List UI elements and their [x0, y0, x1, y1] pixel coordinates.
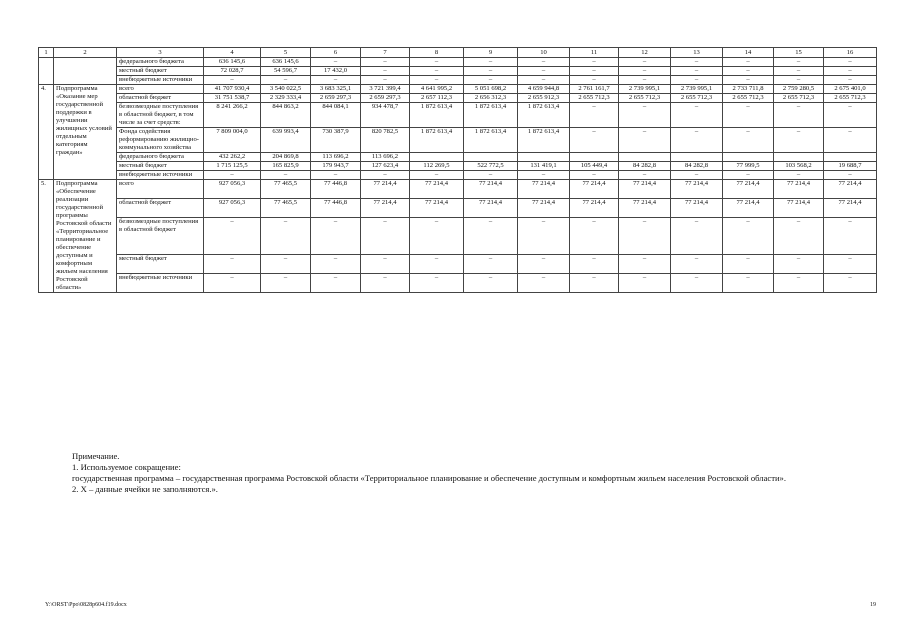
value-cell: –	[723, 76, 774, 85]
header-cell: 5	[261, 48, 311, 58]
header-cell: 8	[410, 48, 464, 58]
header-cell: 14	[723, 48, 774, 58]
value-cell	[723, 153, 774, 162]
table-row	[39, 76, 877, 85]
value-cell: 639 993,4	[261, 128, 311, 153]
value-cell: –	[204, 254, 261, 273]
value-cell: –	[518, 218, 570, 254]
value-cell: 77 214,4	[570, 180, 619, 199]
value-cell: 730 387,9	[311, 128, 361, 153]
value-cell: 4 641 995,2	[410, 85, 464, 94]
value-cell: –	[518, 254, 570, 273]
value-cell: 5 051 698,2	[464, 85, 518, 94]
value-cell: –	[619, 171, 671, 180]
header-cell: 4	[204, 48, 261, 58]
value-cell: –	[774, 128, 824, 153]
header-cell: 16	[824, 48, 877, 58]
value-cell: –	[774, 58, 824, 67]
value-cell: 77 214,4	[774, 180, 824, 199]
value-cell: –	[671, 171, 723, 180]
value-cell: –	[361, 171, 410, 180]
value-cell: –	[671, 76, 723, 85]
table-row	[39, 273, 877, 292]
value-cell: 2 675 401,0	[824, 85, 877, 94]
value-cell	[619, 153, 671, 162]
value-cell: –	[723, 171, 774, 180]
notes-item-1: 1. Используемое сокращение:	[72, 462, 181, 472]
source-label: безвозмездные поступления в областной бюджет, в том числе за счет средств:	[117, 103, 204, 128]
value-cell: –	[518, 171, 570, 180]
source-label: федерального бюджета	[117, 153, 204, 162]
table-header-row	[39, 48, 877, 58]
source-label: всего	[117, 180, 204, 199]
value-cell: 2 655 712,3	[570, 94, 619, 103]
value-cell: –	[619, 67, 671, 76]
table-row	[39, 199, 877, 218]
value-cell: 2 761 161,7	[570, 85, 619, 94]
value-cell: 17 432,0	[311, 67, 361, 76]
value-cell: –	[261, 273, 311, 292]
value-cell: 105 449,4	[570, 162, 619, 171]
value-cell: –	[824, 218, 877, 254]
value-cell: –	[204, 273, 261, 292]
value-cell: –	[824, 171, 877, 180]
value-cell: –	[774, 76, 824, 85]
value-cell: –	[774, 171, 824, 180]
value-cell: 2 329 333,4	[261, 94, 311, 103]
value-cell: –	[824, 58, 877, 67]
row-number: 4.	[39, 85, 54, 180]
value-cell: 2 655 912,3	[518, 94, 570, 103]
value-cell: 4 659 944,8	[518, 85, 570, 94]
header-cell: 9	[464, 48, 518, 58]
value-cell: 3 540 022,5	[261, 85, 311, 94]
value-cell: –	[619, 218, 671, 254]
source-label: безвозмездные поступления в областной бюджет	[117, 218, 204, 254]
value-cell: 1 872 613,4	[518, 103, 570, 128]
value-cell: 2 759 280,5	[774, 85, 824, 94]
value-cell: 77 999,5	[723, 162, 774, 171]
empty-cell	[39, 58, 54, 85]
value-cell	[410, 153, 464, 162]
value-cell: 2 655 712,3	[671, 94, 723, 103]
value-cell: –	[261, 254, 311, 273]
value-cell: 112 269,5	[410, 162, 464, 171]
value-cell: 77 214,4	[361, 180, 410, 199]
value-cell: 934 478,7	[361, 103, 410, 128]
table-row	[39, 153, 877, 162]
value-cell: 2 655 712,3	[619, 94, 671, 103]
table-row	[39, 67, 877, 76]
value-cell: –	[671, 58, 723, 67]
value-cell: –	[261, 171, 311, 180]
value-cell: –	[410, 218, 464, 254]
value-cell: –	[311, 254, 361, 273]
value-cell: 41 707 930,4	[204, 85, 261, 94]
header-cell: 11	[570, 48, 619, 58]
value-cell: –	[464, 58, 518, 67]
value-cell: 77 214,4	[774, 199, 824, 218]
value-cell: –	[570, 76, 619, 85]
value-cell: –	[723, 58, 774, 67]
value-cell: –	[824, 273, 877, 292]
value-cell: 2 655 712,3	[723, 94, 774, 103]
value-cell: –	[518, 58, 570, 67]
table-row	[39, 162, 877, 171]
source-label: местный бюджет	[117, 162, 204, 171]
header-cell: 6	[311, 48, 361, 58]
table-row	[39, 180, 877, 199]
value-cell: –	[774, 103, 824, 128]
value-cell: –	[311, 218, 361, 254]
value-cell: 1 872 613,4	[518, 128, 570, 153]
value-cell: 432 262,2	[204, 153, 261, 162]
value-cell: –	[774, 254, 824, 273]
value-cell: –	[619, 128, 671, 153]
value-cell	[824, 153, 877, 162]
source-label: местный бюджет	[117, 254, 204, 273]
value-cell: –	[261, 218, 311, 254]
value-cell: 77 214,4	[671, 180, 723, 199]
value-cell: 2 655 712,3	[774, 94, 824, 103]
value-cell: –	[410, 273, 464, 292]
value-cell: –	[570, 58, 619, 67]
value-cell: –	[723, 103, 774, 128]
table-row	[39, 94, 877, 103]
notes-title: Примечание.	[72, 451, 120, 461]
value-cell: –	[204, 171, 261, 180]
value-cell: –	[464, 254, 518, 273]
value-cell: –	[570, 128, 619, 153]
value-cell: –	[774, 67, 824, 76]
value-cell: 636 145,6	[204, 58, 261, 67]
value-cell: –	[518, 76, 570, 85]
value-cell: –	[570, 103, 619, 128]
source-label: всего	[117, 85, 204, 94]
value-cell: –	[671, 273, 723, 292]
source-label: местный бюджет	[117, 67, 204, 76]
header-cell: 2	[54, 48, 117, 58]
value-cell: 77 446,8	[311, 180, 361, 199]
value-cell: 2 739 995,1	[671, 85, 723, 94]
value-cell: 2 655 712,3	[824, 94, 877, 103]
value-cell: 1 872 613,4	[464, 128, 518, 153]
value-cell: 77 214,4	[410, 180, 464, 199]
source-label: областной бюджет	[117, 199, 204, 218]
value-cell: 204 869,8	[261, 153, 311, 162]
value-cell: –	[570, 67, 619, 76]
value-cell: –	[774, 273, 824, 292]
value-cell: –	[723, 254, 774, 273]
source-label: федерального бюджета	[117, 58, 204, 67]
value-cell: –	[723, 128, 774, 153]
notes	[38, 451, 876, 495]
value-cell: –	[361, 254, 410, 273]
value-cell: 84 282,8	[619, 162, 671, 171]
value-cell: 77 214,4	[464, 199, 518, 218]
value-cell: 77 214,4	[824, 199, 877, 218]
empty-cell	[54, 58, 117, 85]
value-cell: –	[204, 76, 261, 85]
value-cell: –	[570, 218, 619, 254]
row-number: 5.	[39, 180, 54, 293]
value-cell: 77 446,8	[311, 199, 361, 218]
value-cell: –	[410, 58, 464, 67]
value-cell: 77 214,4	[723, 199, 774, 218]
table-row	[39, 128, 877, 153]
value-cell: 113 696,2	[361, 153, 410, 162]
value-cell: 820 782,5	[361, 128, 410, 153]
value-cell: 844 863,2	[261, 103, 311, 128]
value-cell: 77 214,4	[361, 199, 410, 218]
table-row	[39, 103, 877, 128]
value-cell: –	[361, 76, 410, 85]
value-cell: 72 028,7	[204, 67, 261, 76]
value-cell: –	[824, 128, 877, 153]
value-cell: 77 214,4	[723, 180, 774, 199]
value-cell: 165 825,9	[261, 162, 311, 171]
table-row	[39, 254, 877, 273]
value-cell: 3 721 399,4	[361, 85, 410, 94]
value-cell: –	[361, 58, 410, 67]
value-cell: –	[464, 273, 518, 292]
value-cell: –	[311, 76, 361, 85]
value-cell: 77 465,5	[261, 199, 311, 218]
value-cell: 927 056,3	[204, 199, 261, 218]
value-cell: 77 214,4	[518, 199, 570, 218]
table-row	[39, 218, 877, 254]
value-cell: –	[619, 76, 671, 85]
header-cell: 7	[361, 48, 410, 58]
value-cell: –	[619, 273, 671, 292]
value-cell: 2 657 112,3	[410, 94, 464, 103]
value-cell: –	[671, 254, 723, 273]
header-cell: 10	[518, 48, 570, 58]
value-cell: 1 872 613,4	[410, 103, 464, 128]
value-cell: 31 751 538,7	[204, 94, 261, 103]
value-cell: –	[723, 67, 774, 76]
value-cell: –	[410, 254, 464, 273]
value-cell: 1 872 613,4	[464, 103, 518, 128]
table-row	[39, 58, 877, 67]
value-cell: –	[261, 76, 311, 85]
value-cell: 844 084,1	[311, 103, 361, 128]
value-cell: –	[464, 218, 518, 254]
value-cell: –	[723, 218, 774, 254]
value-cell: –	[723, 273, 774, 292]
value-cell: –	[619, 58, 671, 67]
value-cell: 522 772,5	[464, 162, 518, 171]
value-cell	[671, 153, 723, 162]
value-cell: 2 659 297,3	[361, 94, 410, 103]
source-label: внебюджетные источники	[117, 171, 204, 180]
value-cell: 19 688,7	[824, 162, 877, 171]
subprogram-name: Подпрограмма «Оказание мер государственной поддержки в улучшении жилищных условий отдельным категориям граждан»	[54, 85, 117, 180]
value-cell	[518, 153, 570, 162]
value-cell: –	[824, 76, 877, 85]
value-cell: 113 696,2	[311, 153, 361, 162]
source-label: внебюджетные источники	[117, 273, 204, 292]
value-cell: 54 596,7	[261, 67, 311, 76]
value-cell: 3 683 325,1	[311, 85, 361, 94]
header-cell: 15	[774, 48, 824, 58]
value-cell: 77 214,4	[410, 199, 464, 218]
value-cell: –	[671, 67, 723, 76]
source-label: областной бюджет	[117, 94, 204, 103]
budget-table	[38, 47, 877, 293]
value-cell: –	[410, 76, 464, 85]
value-cell: –	[361, 218, 410, 254]
value-cell: –	[410, 171, 464, 180]
notes-item-1-text: государственная программа – государственная программа Ростовской области «Территориальное планирование и обеспечение доступным и комфортным жильем населения Ростовской области».	[72, 473, 786, 483]
value-cell: 77 214,4	[619, 180, 671, 199]
value-cell: 1 872 613,4	[410, 128, 464, 153]
value-cell: 77 214,4	[671, 199, 723, 218]
value-cell: –	[671, 103, 723, 128]
value-cell: –	[361, 67, 410, 76]
value-cell: 2 739 995,1	[619, 85, 671, 94]
value-cell: 2 733 711,8	[723, 85, 774, 94]
header-cell: 3	[117, 48, 204, 58]
value-cell: –	[671, 218, 723, 254]
value-cell	[464, 153, 518, 162]
value-cell: 84 282,8	[671, 162, 723, 171]
value-cell: 77 214,4	[824, 180, 877, 199]
value-cell: 927 056,3	[204, 180, 261, 199]
footer-page-number: 19	[870, 602, 876, 608]
value-cell: –	[464, 171, 518, 180]
value-cell: 1 715 125,5	[204, 162, 261, 171]
header-cell: 12	[619, 48, 671, 58]
value-cell: –	[311, 58, 361, 67]
value-cell: –	[619, 103, 671, 128]
subprogram-name: Подпрограмма «Обеспечение реализации государственной программы Ростовской области «Территориальное планирование и обеспечение доступным и комфортным жильем населения Ростовской области»	[54, 180, 117, 293]
value-cell: 131 419,1	[518, 162, 570, 171]
value-cell: 179 943,7	[311, 162, 361, 171]
value-cell: –	[204, 218, 261, 254]
value-cell: –	[518, 67, 570, 76]
value-cell: –	[824, 254, 877, 273]
value-cell: –	[311, 273, 361, 292]
notes-item-2: 2. Х – данные ячейки не заполняются.».	[72, 484, 218, 494]
value-cell: –	[464, 76, 518, 85]
header-cell: 1	[39, 48, 54, 58]
value-cell: –	[464, 67, 518, 76]
value-cell: –	[824, 103, 877, 128]
value-cell: –	[518, 273, 570, 292]
value-cell	[774, 153, 824, 162]
table-row	[39, 85, 877, 94]
value-cell: 77 465,5	[261, 180, 311, 199]
value-cell: –	[570, 171, 619, 180]
value-cell: –	[361, 273, 410, 292]
value-cell: 8 241 266,2	[204, 103, 261, 128]
value-cell: 2 656 312,3	[464, 94, 518, 103]
value-cell: 103 568,2	[774, 162, 824, 171]
value-cell: –	[671, 128, 723, 153]
source-label: Фонда содействия реформированию жилищно-коммунального хозяйства	[117, 128, 204, 153]
value-cell: 2 659 297,3	[311, 94, 361, 103]
value-cell: 7 809 004,0	[204, 128, 261, 153]
value-cell: 77 214,4	[464, 180, 518, 199]
table-row	[39, 171, 877, 180]
header-cell: 13	[671, 48, 723, 58]
value-cell: –	[619, 254, 671, 273]
value-cell: 77 214,4	[570, 199, 619, 218]
value-cell: –	[570, 254, 619, 273]
footer-file-path: Y:\ORST\Ppo\0828p604.f19.docx	[45, 602, 127, 608]
value-cell: –	[410, 67, 464, 76]
value-cell: 77 214,4	[518, 180, 570, 199]
source-label: внебюджетные источники	[117, 76, 204, 85]
value-cell: 636 145,6	[261, 58, 311, 67]
value-cell	[570, 153, 619, 162]
value-cell: 77 214,4	[619, 199, 671, 218]
value-cell: 127 623,4	[361, 162, 410, 171]
value-cell: –	[311, 171, 361, 180]
value-cell: –	[774, 218, 824, 254]
value-cell: –	[824, 67, 877, 76]
value-cell: –	[570, 273, 619, 292]
